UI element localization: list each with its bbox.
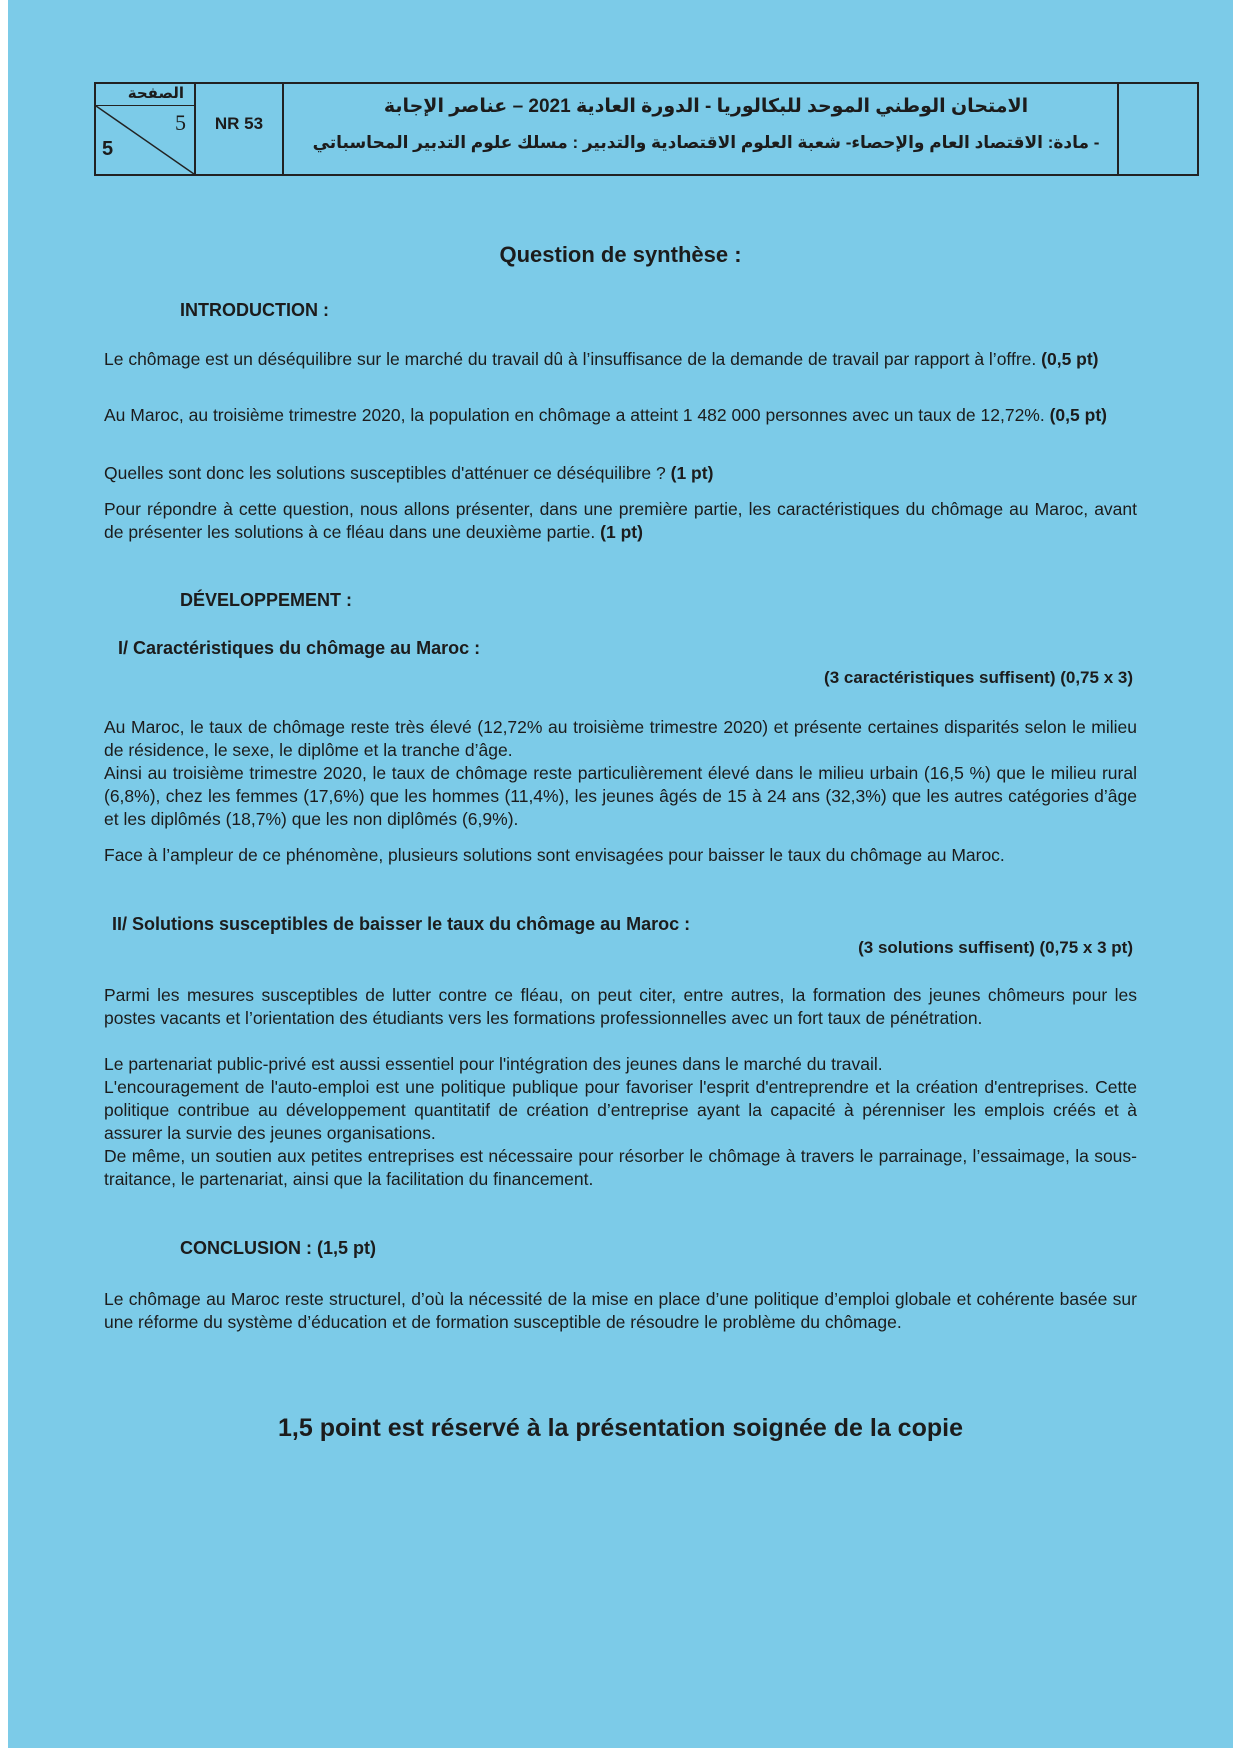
page-total: 5 (102, 138, 114, 160)
intro-points-2: (0,5 pt) (1049, 405, 1107, 425)
intro-paragraph-2 (104, 404, 1137, 427)
intro-points-4: (1 pt) (600, 522, 643, 542)
part1-paragraph-3: Face à l’ampleur de ce phénomène, plusieurs solutions sont envisagées pour baisser le taux du chômage au Maroc. (104, 845, 1005, 865)
exam-code: NR 53 (196, 84, 284, 174)
exam-sheet (8, 0, 1233, 1748)
part2-paragraph-4: De même, un soutien aux petites entreprises est nécessaire pour résorber le chômage à travers le parrainage, l’essaimage, la sous-traitance, le partenariat, ainsi que la facilitation du financement. (104, 1146, 1137, 1189)
header-titles (296, 92, 1116, 158)
part1-note: (3 caractéristiques suffisent) (0,75 x 3) (824, 668, 1133, 687)
part2-paragraph-3: L'encouragement de l'auto-emploi est une politique publique pour favoriser l'esprit d'entreprendre et la création d'entreprises. Cette politique contribue au développement quantitatif de création d’entreprise ayant la capacité à pérenniser les emplois créés et à assurer la survie des jeunes organisations. (104, 1077, 1137, 1143)
header-right-box (1117, 84, 1197, 174)
part1-title: I/ Caractéristiques du chômage au Maroc : (118, 638, 481, 658)
intro-paragraph-1 (104, 348, 1137, 371)
intro-paragraph-3 (104, 462, 1137, 485)
introduction-heading: INTRODUCTION : (180, 300, 329, 320)
page-number-box (96, 84, 196, 174)
intro-text-4: Pour répondre à cette question, nous allons présenter, dans une première partie, les caractéristiques du chômage au Maroc, avant de présenter les solutions à ce fléau dans une deuxième partie. (104, 499, 1137, 542)
intro-text-1: Le chômage est un déséquilibre sur le marché du travail dû à l’insuffisance de la demande de travail par rapport à l’offre. (104, 349, 1037, 369)
intro-text-3: Quelles sont donc les solutions susceptibles d'atténuer ce déséquilibre ? (104, 463, 666, 483)
part2-paragraph-2: Le partenariat public-privé est aussi essentiel pour l'intégration des jeunes dans le marché du travail. (104, 1054, 883, 1074)
page-current: 5 (175, 110, 186, 135)
part2-note: (3 solutions suffisent) (0,75 x 3 pt) (858, 938, 1133, 957)
page-label: الصفحة (96, 84, 194, 106)
part2-paragraph-1: Parmi les mesures susceptibles de lutter contre ce fléau, on peut citer, entre autres, la formation des jeunes chômeurs pour les postes vacants et l’orientation des étudiants vers les formations professionnelles avec un fort taux de pénétration. (104, 985, 1137, 1028)
header-title-line2: - مادة: الاقتصاد العام والإحصاء- شعبة العلوم الاقتصادية والتدبير : مسلك علوم التدبير المحاسباتي (312, 133, 1100, 152)
intro-points-3: (1 pt) (670, 463, 714, 483)
development-heading: DÉVELOPPEMENT : (180, 590, 353, 610)
intro-text-2: Au Maroc, au troisième trimestre 2020, la population en chômage a atteint 1 482 000 personnes avec un taux de 12,72%. (104, 405, 1045, 425)
presentation-note: 1,5 point est réservé à la présentation soignée de la copie (278, 1414, 963, 1442)
intro-paragraph-4 (104, 498, 1137, 544)
page-title: Question de synthèse : (499, 242, 742, 267)
part1-paragraph-1: Au Maroc, le taux de chômage reste très élevé (12,72% au troisième trimestre 2020) et présente certaines disparités selon le milieu de résidence, le sexe, le diplôme et la tranche d’âge. (104, 717, 1137, 760)
conclusion-paragraph: Le chômage au Maroc reste structurel, d’où la nécessité de la mise en place d’une politique d’emploi globale et cohérente basée sur une réforme du système d’éducation et de formation susceptible de résoudre le problème du chômage. (104, 1289, 1137, 1332)
intro-points-1: (0,5 pt) (1041, 349, 1099, 369)
part2-title: II/ Solutions susceptibles de baisser le taux du chômage au Maroc : (112, 914, 691, 934)
part1-paragraph-2: Ainsi au troisième trimestre 2020, le taux de chômage reste particulièrement élevé dans le milieu urbain (16,5 %) que le milieu rural (6,8%), chez les femmes (17,6%) que les hommes (11,4%), les jeunes âgés de 15 à 24 ans (32,3%) que les autres catégories d’âge et les diplômés (18,7%) que les non diplômés (6,9%). (104, 763, 1137, 829)
exam-header (94, 82, 1199, 176)
header-title-line1: الامتحان الوطني الموحد للبكالوريا - الدورة العادية 2021 – عناصر الإجابة (383, 96, 1029, 117)
conclusion-heading: CONCLUSION : (1,5 pt) (180, 1238, 376, 1258)
